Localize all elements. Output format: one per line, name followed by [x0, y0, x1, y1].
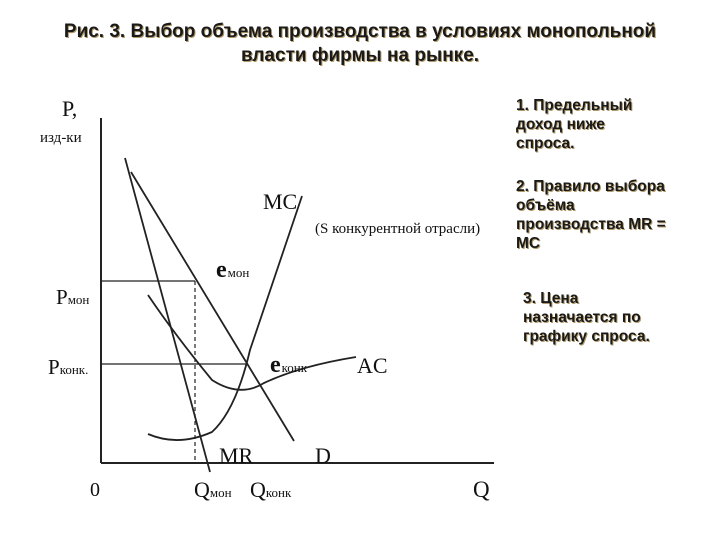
q-konk-base: Q — [250, 477, 266, 502]
q-konk-label — [250, 477, 292, 502]
e-konk-label — [270, 352, 308, 378]
note-2-line-3: производства MR = — [516, 216, 666, 233]
note-1 — [516, 96, 632, 153]
note-1-line-2: доход ниже — [516, 116, 605, 133]
q-mon-sub: мон — [209, 485, 232, 500]
note-2 — [516, 177, 666, 253]
origin-label: 0 — [90, 479, 100, 501]
note-3 — [523, 289, 650, 346]
note-2-line-2: объёма — [516, 197, 575, 214]
note-2-line-4: MC — [516, 235, 541, 252]
note-1-line-1: 1. Предельный — [516, 97, 633, 114]
note-1-line-3: спроса. — [516, 135, 575, 152]
p-konk-label — [48, 355, 88, 379]
e-mon-sub: мон — [227, 265, 250, 280]
p-mon-base: P — [56, 285, 68, 309]
marginal-cost-curve — [148, 196, 302, 440]
q-mon-label — [194, 477, 232, 502]
p-konk-base: P — [48, 355, 60, 379]
title-line-2: власти фирмы на рынке. — [240, 45, 480, 66]
marginal-revenue-curve — [125, 158, 210, 472]
demand-label: D — [315, 443, 331, 468]
q-mon-base: Q — [194, 477, 210, 502]
mc-label: MC — [263, 189, 298, 214]
e-mon-label — [216, 257, 249, 283]
e-konk-base: e — [270, 352, 281, 378]
mc-note: (S конкурентной отрасли) — [315, 221, 481, 237]
q-konk-sub: конк — [265, 485, 292, 500]
e-konk-sub: конк — [281, 360, 308, 375]
mr-label: MR — [219, 443, 254, 468]
note-3-line-2: назначается по — [523, 309, 641, 326]
note-3-line-3: графику спроса. — [523, 328, 650, 345]
e-mon-base: e — [216, 257, 227, 283]
x-axis-label: Q — [473, 477, 490, 502]
y-axis-label: P, — [62, 96, 78, 121]
note-3-line-1: 3. Цена — [523, 290, 579, 307]
p-mon-label — [56, 285, 89, 309]
title-line-1: Рис. 3. Выбор объема производства в условиях монопольной — [63, 21, 657, 42]
y-axis-unit: изд-ки — [40, 130, 82, 146]
note-2-line-1: 2. Правило выбора — [516, 178, 665, 195]
ac-label: AC — [357, 353, 388, 378]
p-mon-sub: мон — [67, 292, 90, 307]
p-konk-sub: конк. — [59, 362, 89, 377]
